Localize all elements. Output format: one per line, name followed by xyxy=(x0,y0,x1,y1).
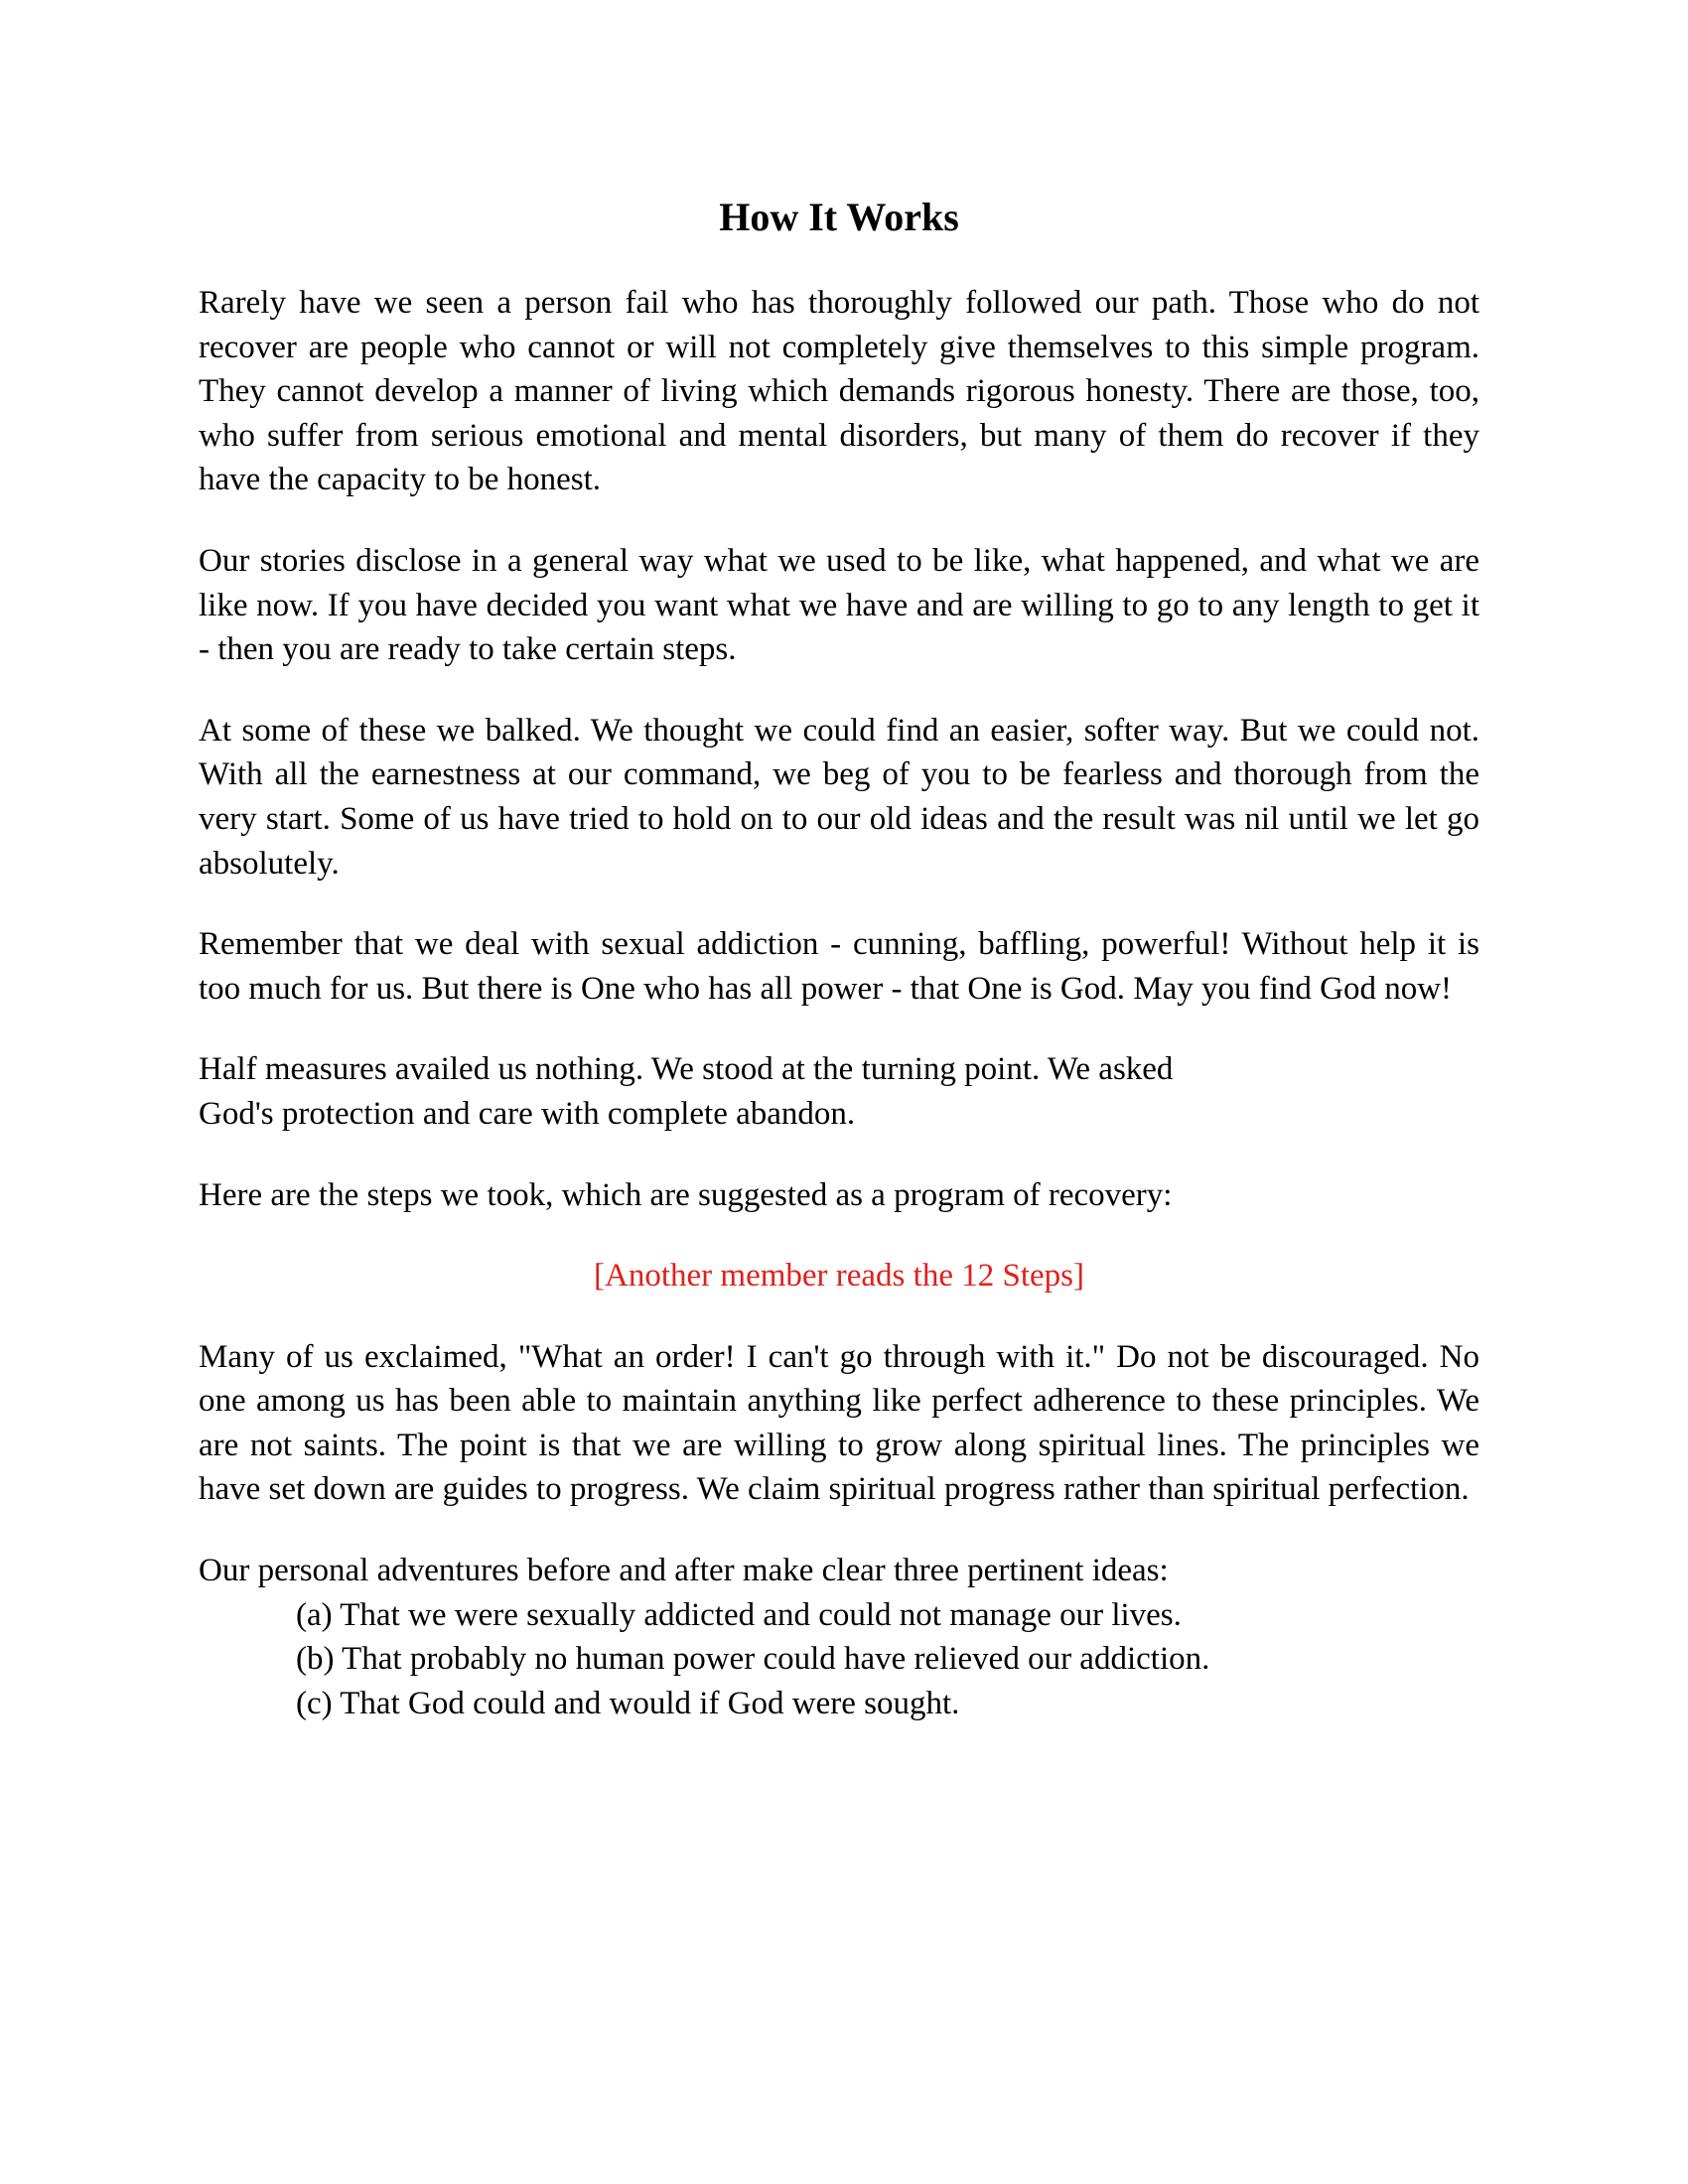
paragraph-balked: At some of these we balked. We thought we could find an easier, softer way. But we could not. With all the earnestness at our command, we beg of you to be fearless and thorough from the very start. Some of us have tried to hold on to our old ideas and the result was nil until we let go absolutely. xyxy=(199,712,1479,882)
paragraph-rarely: Rarely have we seen a person fail who has thoroughly followed our path. Those who do not recover are people who cannot or will not completely give themselves to this simple program. They cannot develop a manner of living which demands rigorous honesty. There are those, too, who suffer from serious emotional and mental disorders, but many of them do recover if they have the capacity to be honest. xyxy=(199,285,1479,498)
paragraph-what-an-order: Many of us exclaimed, "What an order! I can't go through with it." Do not be discouraged. No one among us has been able to maintain anything like perfect adherence to these principles. We are not saints. The point is that we are willing to grow along spiritual lines. The principles we have set down are guides to progress. We claim spiritual progress rather than spiritual perfection. xyxy=(199,1338,1479,1508)
idea-item-c: (c) That God could and would if God were sought. xyxy=(296,1685,960,1721)
paragraph-half-measures-line-2: God's protection and care with complete abandon. xyxy=(199,1095,856,1132)
idea-item-a: (a) That we were sexually addicted and could not manage our lives. xyxy=(296,1596,1182,1633)
idea-item-b: (b) That probably no human power could have relieved our addiction. xyxy=(296,1641,1210,1678)
paragraph-steps-intro: Here are the steps we took, which are suggested as a program of recovery: xyxy=(199,1176,1173,1213)
paragraph-pertinent-ideas: Our personal adventures before and after make clear three pertinent ideas: xyxy=(199,1553,1169,1589)
page-title: How It Works xyxy=(719,195,959,239)
paragraph-remember: Remember that we deal with sexual addiction - cunning, baffling, powerful! Without help it is too much for us. But there is One who has all power - that One is God. May you find God now! xyxy=(199,926,1479,1007)
paragraph-half-measures xyxy=(199,1047,1479,1136)
reader-instruction: [Another member reads the 12 Steps] xyxy=(594,1258,1084,1295)
ideas-list xyxy=(199,1593,1479,1726)
document-page xyxy=(199,194,1479,1725)
paragraph-our-stories: Our stories disclose in a general way what we used to be like, what happened, and what we are like now. If you have decided you want what we have and are willing to go to any length to get it - then you are ready to take certain steps. xyxy=(199,542,1479,668)
paragraph-half-measures-line-1: Half measures availed us nothing. We stood at the turning point. We asked xyxy=(199,1051,1174,1088)
